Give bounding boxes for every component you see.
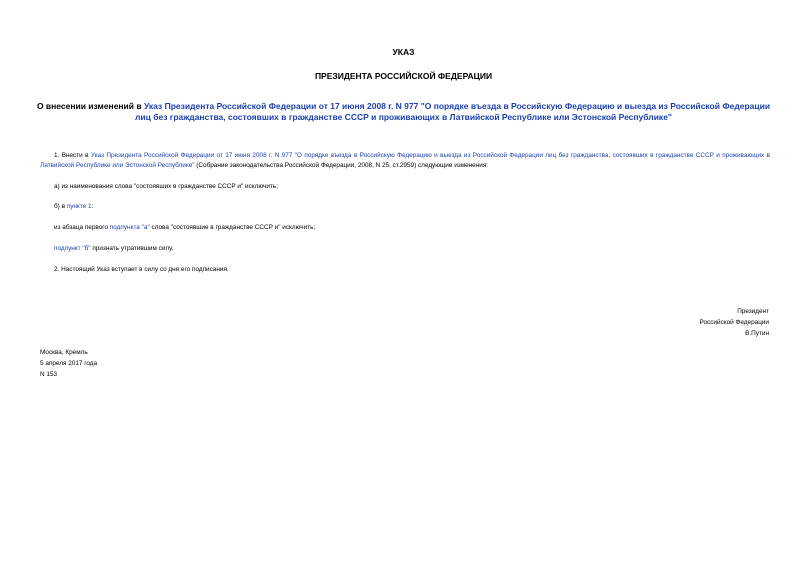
paragraph-4-suffix: слова "состоявшие в гражданстве СССР и" исключить; bbox=[149, 224, 316, 231]
document-heading bbox=[36, 101, 771, 123]
paragraph-3 bbox=[54, 202, 770, 212]
subclause-a-link[interactable]: подпункта "а" bbox=[109, 224, 150, 231]
paragraph-3-suffix: : bbox=[91, 203, 94, 210]
paragraph-1-prefix: 1. Внести в bbox=[54, 152, 91, 159]
place-city: Москва, Кремль bbox=[40, 349, 88, 356]
clause-1-link[interactable]: пункте 1 bbox=[66, 203, 92, 210]
subclause-b-link[interactable]: подпункт "б" bbox=[54, 245, 91, 252]
paragraph-4-prefix: из абзаца первого bbox=[54, 224, 110, 231]
paragraph-1 bbox=[40, 151, 770, 171]
paragraph-2: а) из наименования слова "состоявших в гражданстве СССР и" исключить; bbox=[54, 183, 278, 190]
signature-block bbox=[700, 306, 770, 339]
decree-977-link[interactable]: Указ Президента Российской Федерации от 17 июня 2008 г. N 977 "О порядке въезда в Российскую Федерацию и выезда из Российской Федерации лиц без гражданства, состоявших в гражданстве СССР и проживающих в Латвийской Республике или Эстонской Республике" bbox=[40, 152, 770, 169]
place-date: 5 апреля 2017 года bbox=[40, 360, 98, 367]
paragraph-5 bbox=[54, 244, 770, 254]
heading-decree-link[interactable]: Указ Президента Российской Федерации от 17 июня 2008 г. N 977 "О порядке въезда в Российскую Федерацию и выезда из Российской Федерации лиц без гражданства, состоявших в гражданстве СССР и проживающих в Латвийской Республике или Эстонской Республике" bbox=[135, 101, 771, 122]
decree-number: N 153 bbox=[40, 371, 58, 378]
paragraph-6: 2. Настоящий Указ вступает в силу со дня его подписания. bbox=[54, 266, 229, 273]
paragraph-3-prefix: б) в bbox=[54, 203, 67, 210]
signature-title: Президент bbox=[737, 308, 769, 315]
place-date-block bbox=[40, 347, 97, 380]
document-subtitle: ПРЕЗИДЕНТА РОССИЙСКОЙ ФЕДЕРАЦИИ bbox=[314, 71, 493, 81]
paragraph-1-suffix: (Собрание законодательства Российской Федерации, 2008, N 25, ст.2959) следующие изменения: bbox=[194, 162, 489, 169]
paragraph-4 bbox=[54, 223, 770, 233]
signature-office: Российской Федерации bbox=[699, 319, 769, 326]
document-title: УКАЗ bbox=[392, 47, 415, 57]
signature-name: В.Путин bbox=[745, 330, 769, 337]
paragraph-5-suffix: признать утратившим силу. bbox=[90, 245, 174, 252]
heading-prefix: О внесении изменений в bbox=[36, 101, 144, 111]
